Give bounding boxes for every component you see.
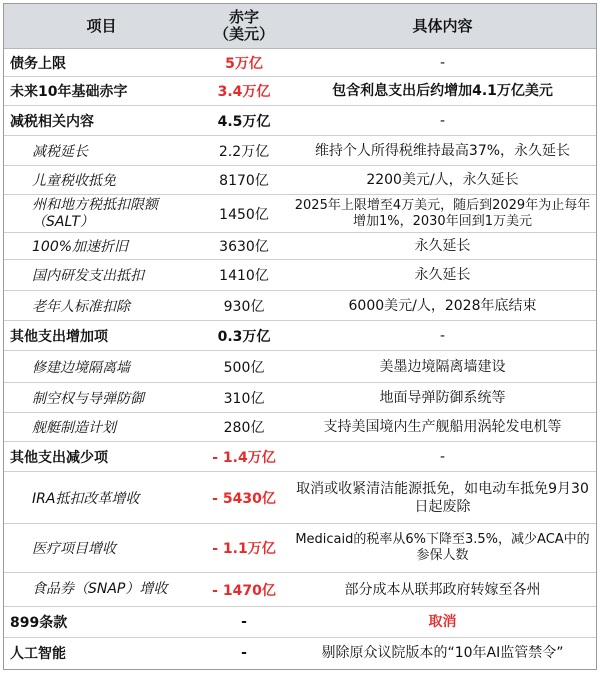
row-detail: 6000美元/人，2028年底结束 — [348, 297, 537, 314]
row-detail: - — [439, 54, 446, 71]
row-deficit: 280亿 — [223, 420, 265, 436]
header-deficit — [199, 4, 289, 48]
table-row — [4, 195, 596, 233]
row-item: 食品券（SNAP）增收 — [32, 581, 168, 597]
table-row — [4, 524, 596, 573]
row-deficit: - 1.1万亿 — [212, 541, 276, 557]
row-detail: - — [439, 448, 446, 465]
table-row — [4, 77, 596, 106]
row-detail: 部分成本从联邦政府转嫁至各州 — [344, 581, 541, 598]
row-deficit: 1450亿 — [219, 206, 269, 223]
row-item: 减税相关内容 — [10, 113, 94, 130]
row-item: 减税延长 — [32, 143, 88, 160]
row-item: 未来10年基础赤字 — [10, 84, 128, 100]
row-deficit: 1410亿 — [219, 268, 269, 284]
table-row — [4, 136, 596, 166]
row-deficit: 500亿 — [223, 359, 265, 376]
row-detail: 取消或收紧清洁能源抵免，如电动车抵免9月30日起废除 — [296, 480, 589, 515]
row-deficit: - — [241, 614, 247, 630]
table-row — [4, 106, 596, 136]
row-detail: Medicaid的税率从6%下降至3.5%，减少ACA中的参保人数 — [295, 532, 590, 563]
header-item: 项目 — [86, 16, 117, 35]
row-item: 修建边境隔离墙 — [32, 359, 130, 376]
table-row — [4, 49, 596, 77]
table-row — [4, 383, 596, 413]
table-row — [4, 233, 596, 260]
table-row — [4, 472, 596, 524]
row-item: IRA抵扣改革增收 — [32, 490, 140, 507]
row-detail: 永久延长 — [414, 267, 471, 283]
row-item: 老年人标准扣除 — [32, 298, 130, 315]
header-deficit-line2: （美元） — [213, 25, 274, 43]
row-deficit: - 5430亿 — [212, 490, 276, 507]
row-deficit: 3.4万亿 — [217, 84, 271, 100]
row-detail: 支持美国境内生产舰船用涡轮发电机等 — [323, 419, 562, 435]
row-deficit: 8170亿 — [219, 173, 269, 189]
row-item: 医疗项目增收 — [32, 541, 116, 557]
row-detail: 包含利息支出后约增加4.1万亿美元 — [332, 83, 553, 99]
table-header — [4, 4, 596, 49]
row-detail: 剔除原众议院版本的“10年AI监管禁令” — [321, 645, 564, 661]
header-deficit-line1: 赤字 — [228, 8, 259, 26]
row-detail: - — [439, 327, 446, 344]
row-item: 国内研发支出抵扣 — [32, 268, 144, 284]
row-item: 州和地方税抵扣限额（SALT） — [32, 196, 158, 230]
row-detail: 地面导弹防御系统等 — [379, 389, 506, 406]
row-detail: 永久延长 — [414, 238, 471, 254]
header-detail: 具体内容 — [412, 16, 473, 35]
row-detail: 取消 — [428, 614, 457, 630]
row-deficit: - 1470亿 — [212, 582, 276, 599]
table-row — [4, 442, 596, 472]
row-item: 100%加速折旧 — [32, 239, 129, 255]
row-deficit: 2.2万亿 — [218, 143, 270, 160]
row-deficit: - — [241, 645, 247, 661]
row-detail: 美墨边境隔离墙建设 — [379, 358, 506, 375]
row-item: 899条款 — [10, 615, 68, 631]
row-item: 舰艇制造计划 — [32, 420, 116, 436]
row-deficit: 4.5万亿 — [217, 113, 271, 130]
table-row — [4, 351, 596, 383]
row-deficit: 310亿 — [223, 390, 265, 407]
row-detail: - — [439, 112, 446, 129]
row-item: 其他支出增加项 — [10, 328, 108, 345]
table-row — [4, 166, 596, 195]
row-item: 制空权与导弹防御 — [32, 390, 144, 407]
row-item: 儿童税收抵免 — [32, 173, 116, 189]
row-deficit: 930亿 — [223, 298, 265, 315]
row-detail: 2025年上限增至4万美元，随后到2029年为止每年增加1%，2030年回到1万美元 — [294, 197, 591, 229]
table-row — [4, 321, 596, 351]
table-row — [4, 291, 596, 321]
table-row — [4, 413, 596, 442]
row-detail: 维持个人所得税维持最高37%，永久延长 — [314, 142, 571, 159]
table-row — [4, 607, 596, 638]
row-deficit: 0.3万亿 — [217, 328, 271, 345]
policy-table — [3, 3, 597, 670]
table-row — [4, 260, 596, 291]
row-item: 其他支出减少项 — [10, 449, 108, 466]
row-deficit: 5万亿 — [225, 55, 263, 72]
table-row — [4, 573, 596, 607]
row-detail: 2200美元/人，永久延长 — [366, 172, 519, 188]
row-deficit: - 1.4万亿 — [212, 449, 276, 466]
row-deficit: 3630亿 — [219, 239, 269, 255]
table-row — [4, 638, 596, 668]
row-item: 债务上限 — [10, 55, 66, 72]
row-item: 人工智能 — [10, 646, 66, 662]
